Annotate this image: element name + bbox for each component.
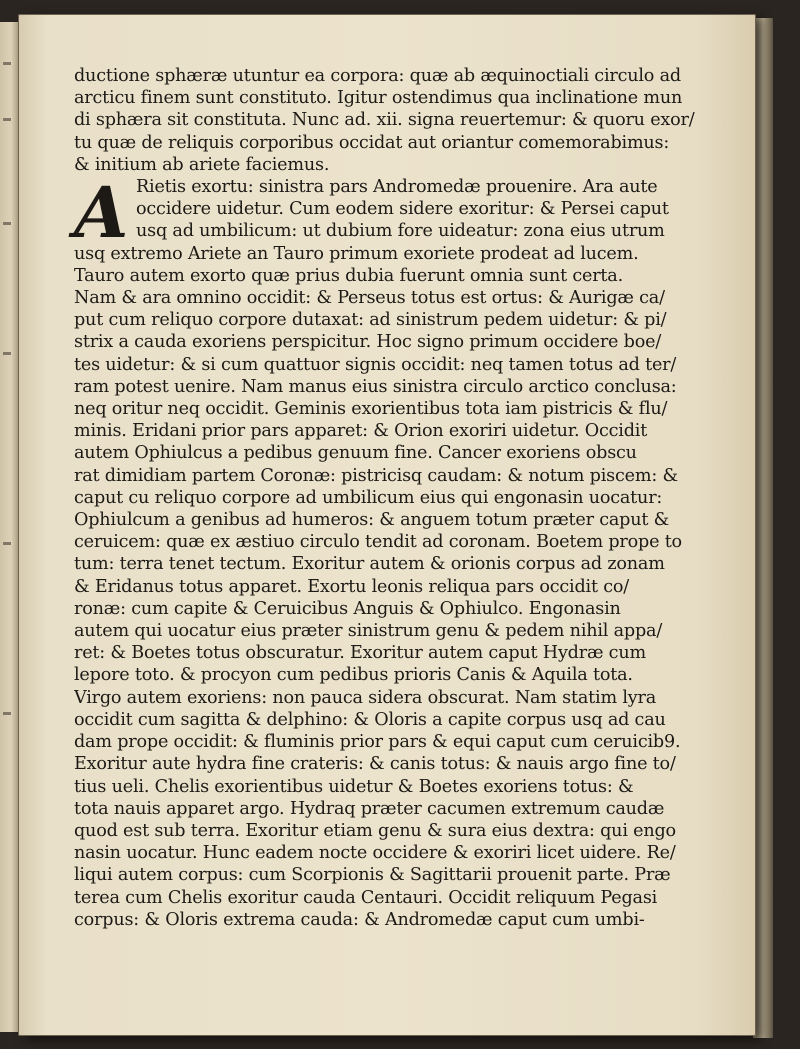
text-line: tum: terra tenet tectum. Exoritur autem & orionis corpus ad zonam — [74, 554, 665, 575]
text-line: rat dimidiam partem Coronæ: pistricisq caudam: & notum piscem: & — [74, 465, 678, 486]
text-line: occidit cum sagitta & delphino: & Oloris a capite corpus usq ad cau — [74, 709, 666, 730]
page-text — [74, 65, 714, 931]
text-line: lepore toto. & procyon cum pedibus prioris Canis & Aquila tota. — [74, 665, 633, 686]
text-line: Virgo autem exoriens: non pauca sidera obscurat. Nam statim lyra — [74, 687, 657, 708]
text-line: Rietis exortu: sinistra pars Andromedæ prouenire. Ara aute — [136, 177, 658, 198]
text-line: corpus: & Oloris extrema cauda: & Andromedæ caput cum umbi- — [74, 909, 645, 930]
text-line: terea cum Chelis exoritur cauda Centauri. Occidit reliquum Pegasi — [74, 887, 658, 908]
text-line: usq ad umbilicum: ut dubium fore uideatur: zona eius utrum — [136, 221, 665, 242]
decorated-initial: A — [74, 171, 129, 255]
text-line: neq oritur neq occidit. Geminis exorientibus tota iam pistricis & flu/ — [74, 399, 668, 420]
text-line: & initium ab ariete faciemus. — [74, 154, 330, 175]
text-line: Nam & ara omnino occidit: & Perseus totus est ortus: & Aurigæ ca/ — [74, 288, 665, 309]
text-line: nasin uocatur. Hunc eadem nocte occidere & exoriri licet uidere. Re/ — [74, 843, 676, 864]
text-line: tota nauis apparet argo. Hydraq præter cacumen extremum caudæ — [74, 798, 665, 819]
facing-page-edge — [0, 22, 20, 1032]
text-line: Ophiulcum a genibus ad humeros: & anguem totum præter caput & — [74, 510, 670, 531]
text-line: Tauro autem exorto quæ prius dubia fuerunt omnia sunt certa. — [74, 265, 623, 286]
text-line: ret: & Boetes totus obscuratur. Exoritur autem caput Hydræ cum — [74, 643, 646, 664]
text-line: liqui autem corpus: cum Scorpionis & Sagittarii prouenit parte. Præ — [74, 865, 671, 886]
page-right-edge — [753, 18, 773, 1038]
text-line: tius ueli. Chelis exorientibus uidetur & Boetes exoriens totus: & — [74, 776, 634, 797]
text-line: ram potest uenire. Nam manus eius sinistra circulo arctico conclusa: — [74, 376, 677, 397]
text-line: dam prope occidit: & fluminis prior pars & equi caput cum ceruicib9. — [74, 732, 681, 753]
text-line: autem qui uocatur eius præter sinistrum genu & pedem nihil appa/ — [74, 621, 663, 642]
text-line: Exoritur aute hydra fine crateris: & canis totus: & nauis argo fine to/ — [74, 754, 676, 775]
text-line: strix a cauda exoriens perspicitur. Hoc signo primum occidere boe/ — [74, 332, 662, 353]
text-line: tes uidetur: & si cum quattuor signis occidit: neq tamen totus ad ter/ — [74, 354, 677, 375]
text-line: ductione sphæræ utuntur ea corpora: quæ ab æquinoctiali circulo ad — [74, 66, 681, 86]
book-page — [18, 14, 756, 1036]
text-line: arcticu finem sunt constituto. Igitur ostendimus qua inclinatione mun — [74, 88, 683, 109]
text-line: caput cu reliquo corpore ad umbilicum eius qui engonasin uocatur: — [74, 487, 663, 508]
text-line: ronæ: cum capite & Ceruicibus Anguis & Ophiulco. Engonasin — [74, 598, 621, 619]
text-line: usq extremo Ariete an Tauro primum exoriete prodeat ad lucem. — [74, 243, 639, 264]
text-line: & Eridanus totus apparet. Exortu leonis reliqua pars occidit co/ — [74, 576, 629, 597]
text-line: put cum reliquo corpore dutaxat: ad sinistrum pedem uidetur: & pi/ — [74, 310, 667, 331]
text-line: minis. Eridani prior pars apparet: & Orion exoriri uidetur. Occidit — [74, 421, 648, 442]
text-line: ceruicem: quæ ex æstiuo circulo tendit ad coronam. Boetem prope to — [74, 532, 682, 553]
text-line: occidere uidetur. Cum eodem sidere exoritur: & Persei caput — [136, 199, 669, 220]
text-line: tu quæ de reliquis corporibus occidat aut oriantur comemorabimus: — [74, 132, 670, 153]
text-line: quod est sub terra. Exoritur etiam genu & sura eius dextra: qui engo — [74, 820, 676, 841]
text-line: di sphæra sit constituta. Nunc ad. xii. signa reuertemur: & quoru exor/ — [74, 110, 695, 131]
text-line: autem Ophiulcus a pedibus genuum fine. Cancer exoriens obscu — [74, 443, 637, 464]
